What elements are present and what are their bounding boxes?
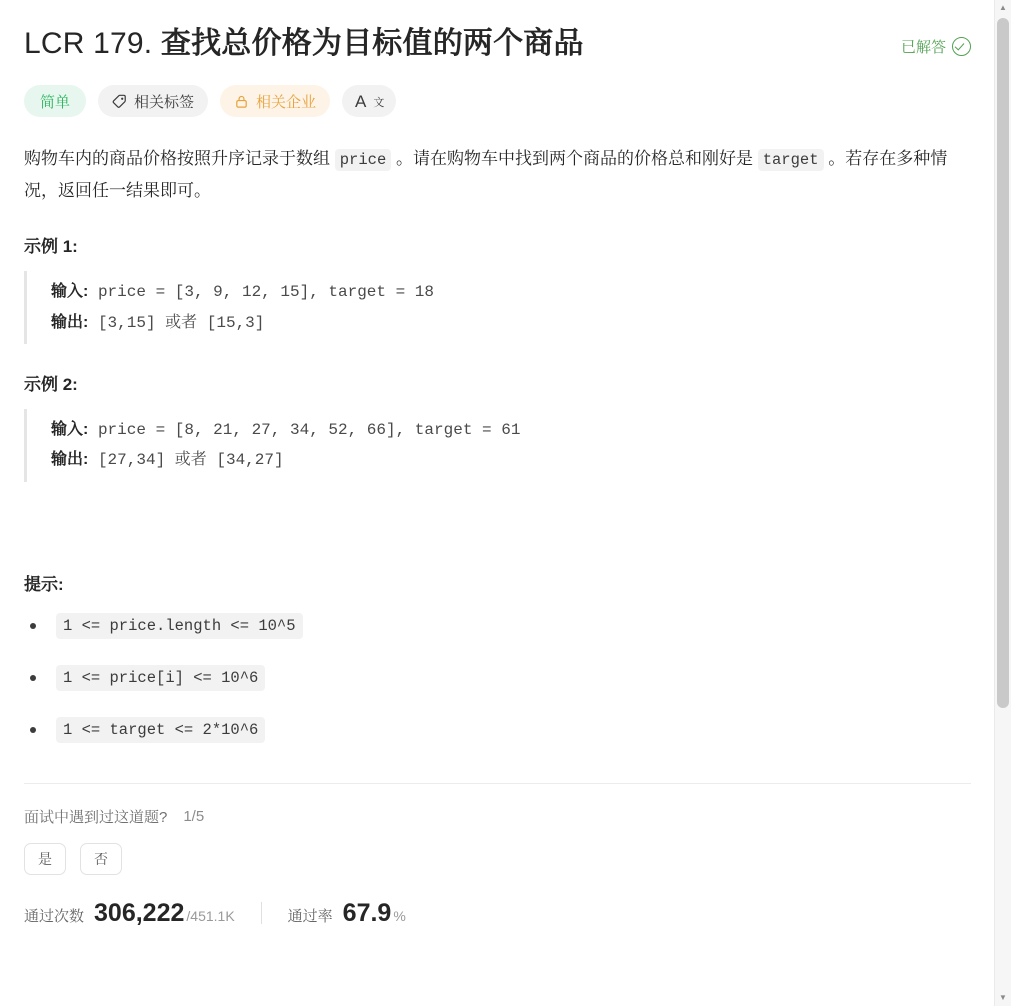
bullet-icon xyxy=(30,727,36,733)
acceptance-rate-label: 通过率 xyxy=(287,907,333,925)
example-1-input-value: price = [3, 9, 12, 15], target = 18 xyxy=(97,283,435,302)
solved-label: 已解答 xyxy=(900,39,946,56)
constraint-text: 1 <= price[i] <= 10^6 xyxy=(56,665,265,691)
inline-code-target: target xyxy=(758,149,824,171)
problem-number: LCR 179. xyxy=(24,27,153,60)
acceptance-rate-unit: % xyxy=(393,907,406,924)
scrollbar-thumb[interactable] xyxy=(997,18,1009,708)
list-item xyxy=(24,717,971,743)
example-1-output-label: 输出: xyxy=(51,313,89,331)
topics-label: 相关标签 xyxy=(134,93,195,111)
constraint-text: 1 <= target <= 2*10^6 xyxy=(56,717,265,743)
vote-yes-button[interactable]: 是 xyxy=(24,843,66,875)
list-item xyxy=(24,665,971,691)
bullet-icon xyxy=(30,675,36,681)
topics-chip[interactable] xyxy=(98,85,208,117)
problem-description xyxy=(24,143,971,206)
acceptance-rate-value: 67.9 xyxy=(342,898,392,927)
font-small-a-label: 文 xyxy=(373,96,384,109)
difficulty-label: 简单 xyxy=(40,93,71,111)
interview-question-label: 面试中遇到过这道题? xyxy=(24,808,168,826)
example-2-input-label: 输入: xyxy=(51,420,89,438)
difficulty-chip[interactable] xyxy=(24,85,86,117)
tag-row xyxy=(24,85,971,117)
example-2-input-value: price = [8, 21, 27, 34, 52, 66], target = 61 xyxy=(97,420,521,439)
stats-row xyxy=(24,899,971,928)
check-circle-icon xyxy=(952,37,971,56)
interview-poll xyxy=(24,806,971,827)
description-part-3: 。若存在多种情况，返回任一结果即可。 xyxy=(24,149,948,200)
companies-chip[interactable] xyxy=(220,85,330,117)
font-large-a-label: A xyxy=(355,91,366,111)
problem-title: 查找总价格为目标值的两个商品 xyxy=(160,27,584,60)
status-badge xyxy=(901,24,971,57)
accepted-count: 306,222 xyxy=(94,898,185,927)
constraints-heading: 提示: xyxy=(24,574,64,594)
submission-count: /451.1K xyxy=(186,907,235,924)
footer-divider xyxy=(24,783,971,784)
example-1-input-label: 输入: xyxy=(51,283,89,301)
description-part-1: 购物车内的商品价格按照升序记录于数组 xyxy=(24,149,335,168)
lock-icon xyxy=(234,94,249,109)
spacer xyxy=(24,482,971,544)
interview-poll-buttons xyxy=(24,843,971,875)
constraints-list xyxy=(24,613,971,743)
scroll-up-arrow-icon[interactable]: ▲ xyxy=(999,3,1007,12)
page-title xyxy=(24,24,584,63)
example-1-block xyxy=(24,271,971,344)
description-part-2: 。请在购物车中找到两个商品的价格总和刚好是 xyxy=(391,149,758,168)
inline-code-price: price xyxy=(335,149,392,171)
example-2-output-line xyxy=(51,445,971,475)
example-1-output-value: [3,15] 或者 [15,3] xyxy=(97,313,265,332)
stats-divider xyxy=(261,902,262,924)
vertical-scrollbar[interactable] xyxy=(994,0,1011,1006)
example-2-output-value: [27,34] 或者 [34,27] xyxy=(97,451,284,470)
example-1-heading: 示例 1: xyxy=(24,237,78,257)
tag-icon xyxy=(112,94,127,109)
list-item xyxy=(24,613,971,639)
example-2-heading: 示例 2: xyxy=(24,374,78,394)
accepted-label: 通过次数 xyxy=(24,907,85,925)
interview-count-label: 1/5 xyxy=(183,807,205,825)
example-2-input-line xyxy=(51,415,971,445)
bullet-icon xyxy=(30,623,36,629)
vote-no-button[interactable]: 否 xyxy=(80,843,122,875)
example-1-output-line xyxy=(51,308,971,338)
companies-label: 相关企业 xyxy=(256,93,317,111)
example-2-output-label: 输出: xyxy=(51,451,89,469)
example-1-input-line xyxy=(51,277,971,307)
title-row xyxy=(24,0,971,63)
scroll-down-arrow-icon[interactable]: ▼ xyxy=(999,993,1007,1002)
font-size-button[interactable] xyxy=(342,85,396,117)
constraint-text: 1 <= price.length <= 10^5 xyxy=(56,613,303,639)
example-2-block xyxy=(24,409,971,482)
